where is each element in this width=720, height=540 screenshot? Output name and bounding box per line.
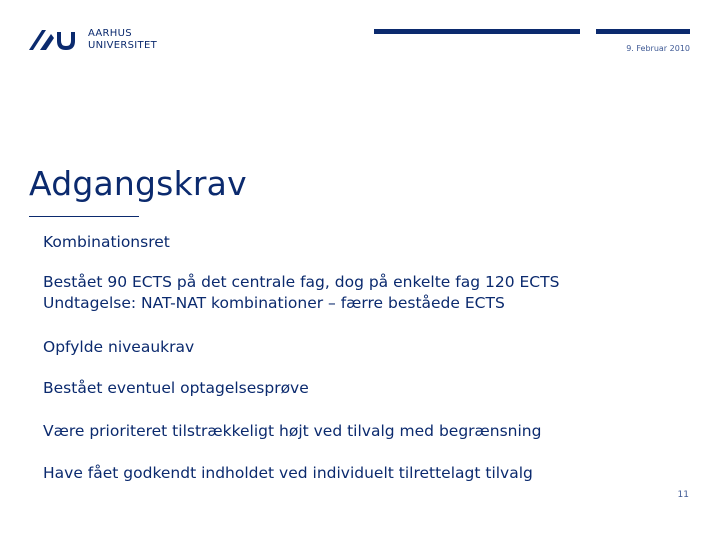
page-number: 11	[677, 490, 689, 500]
slide-date: 9. Februar 2010	[626, 44, 690, 53]
content-line: Bestået 90 ECTS på det centrale fag, dog på enkelte fag 120 ECTS	[43, 273, 560, 291]
aarhus-university-logo-icon	[28, 26, 76, 52]
content-item	[43, 272, 559, 314]
logo-line: UNIVERSITET	[88, 40, 157, 51]
header-bar-left	[374, 29, 580, 34]
logo-text	[88, 28, 157, 52]
content-item	[43, 337, 194, 358]
content-item	[43, 421, 541, 442]
content-line: Have fået godkendt indholdet ved individuelt tilrettelagt tilvalg	[43, 464, 533, 482]
title-underline	[29, 216, 139, 217]
content-line: Undtagelse: NAT-NAT kombinationer – færre beståede ECTS	[43, 294, 505, 312]
content-line: Være prioriteret tilstrækkeligt højt ved tilvalg med begrænsning	[43, 422, 542, 440]
logo-line: AARHUS	[88, 28, 132, 39]
content-item	[43, 232, 170, 253]
header-bar-right	[596, 29, 690, 34]
content-item	[43, 378, 309, 399]
content-line: Opfylde niveaukrav	[43, 338, 195, 356]
slide-title: Adgangskrav	[29, 164, 247, 203]
content-line: Bestået eventuel optagelsesprøve	[43, 379, 309, 397]
content-line: Kombinationsret	[43, 233, 170, 251]
content-item	[43, 463, 533, 484]
